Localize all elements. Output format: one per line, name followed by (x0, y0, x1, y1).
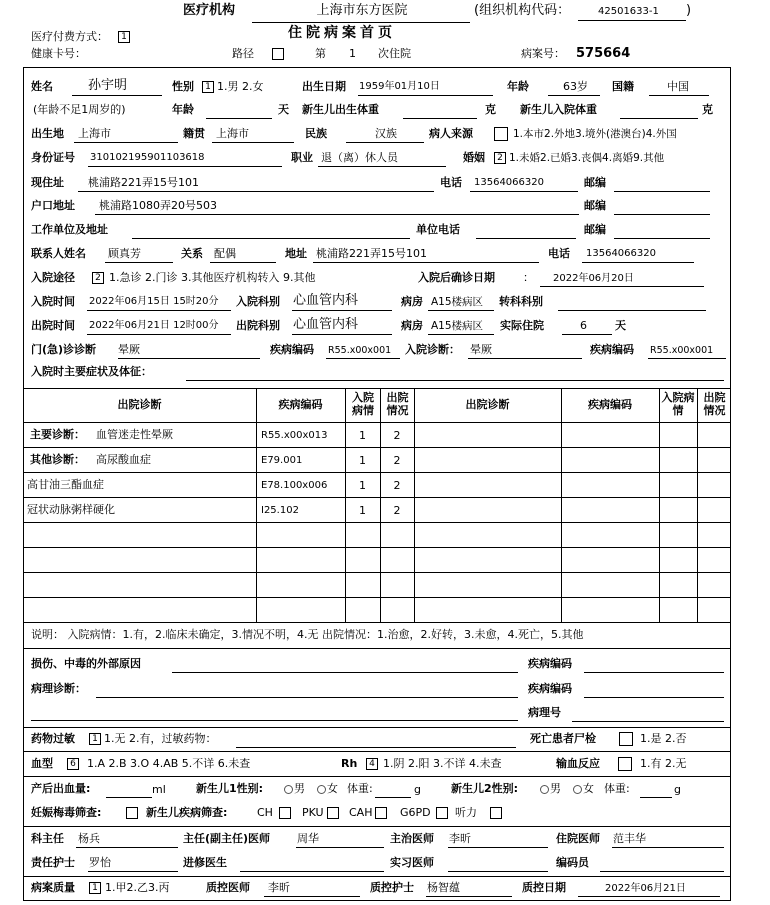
qc-date: 2022年06月21日 (605, 883, 686, 894)
origin-label: 籍贯 (183, 127, 205, 140)
col-admit-condition: 入院病情 (352, 391, 374, 417)
stay: 6 (580, 319, 587, 332)
org-label: 医疗机构 (183, 3, 236, 18)
nb2-weight-label: 体重: (604, 782, 630, 795)
source-options: 1.本市2.外地3.境外(港澳台)4.外国 (513, 128, 677, 140)
opd-code: R55.x00x001 (328, 345, 392, 356)
dob: 1959年01月10日 (359, 81, 440, 92)
opd-diagnosis: 晕厥 (118, 343, 140, 356)
ward2-label: 病房 (401, 319, 423, 332)
director: 杨兵 (78, 832, 100, 845)
times: 1 (349, 47, 356, 60)
name-label: 姓名 (31, 80, 53, 93)
attending: 李昕 (449, 832, 471, 845)
resident-label: 住院医师 (556, 832, 600, 845)
contact-addr-label: 地址 (285, 247, 307, 260)
phone: 13564066320 (474, 177, 544, 188)
out-time: 2022年06月21日 12时00分 (89, 320, 219, 331)
nb1-weight-label: 体重: (347, 782, 373, 795)
case-label: 病案号： (521, 47, 565, 60)
nb2-male-option[interactable]: 男 (540, 782, 561, 796)
row-diagnosis: 高甘油三酯血症 (27, 478, 104, 491)
hearing-checkbox[interactable] (490, 807, 502, 819)
out-time-label: 出院时间 (31, 319, 75, 332)
col-disease-code: 疾病编码 (278, 398, 323, 411)
di-label: 第 (315, 47, 326, 60)
address: 桃浦路221弄15号101 (88, 176, 199, 189)
sex-label: 性别 (172, 80, 194, 93)
ethnic-label: 民族 (305, 127, 327, 140)
relation: 配偶 (214, 247, 236, 260)
row-discharge: 2 (393, 479, 401, 492)
adm-diag-label: 入院诊断： (405, 343, 460, 356)
times-label: 次住院 (378, 47, 411, 60)
ward2: A15楼病区 (431, 320, 484, 332)
row-discharge: 2 (393, 504, 401, 517)
injury-code-label: 疾病编码 (528, 657, 572, 670)
gram-label-1: 克 (485, 103, 496, 116)
nurse-label: 责任护士 (31, 856, 75, 869)
col-admit-condition-2: 入院病情 (661, 391, 695, 417)
col-discharge-diag-2: 出院诊断 (465, 398, 510, 411)
transfusion-options: 1.有 2.无 (640, 757, 687, 770)
route-options: 1.急诊 2.门诊 3.其他医疗机构转入 9.其他 (109, 271, 316, 284)
org-code-label: (组织机构代码： (474, 3, 571, 18)
chief: 周华 (297, 832, 319, 845)
in-dept: 心血管内科 (293, 293, 359, 308)
infant-note: (年龄不足1周岁的) (33, 103, 126, 116)
nb1-gram-unit: g (414, 783, 421, 796)
nb2-gram-unit: g (674, 783, 681, 796)
stay-label: 实际住院 (500, 319, 544, 332)
pay-label: 医疗付费方式： (31, 30, 108, 43)
sex-options: 1.男 2.女 (217, 80, 264, 93)
col-discharge-status: 出院情况 (386, 391, 409, 417)
in-time: 2022年06月15日 15时20分 (89, 296, 219, 307)
quality-box[interactable]: 1 (89, 882, 101, 894)
resident: 范丰华 (613, 832, 646, 845)
autopsy-label: 死亡患者尸检 (530, 732, 596, 745)
ward-label: 病房 (401, 295, 423, 308)
out-dept-label: 出院科别 (236, 319, 280, 332)
dob-label: 出生日期 (302, 80, 346, 93)
qc-nurse: 杨智蕴 (427, 881, 460, 894)
ethnic: 汉族 (375, 127, 397, 140)
qc-doc-label: 质控医师 (206, 881, 250, 894)
explanation: 说明： 入院病情：1.有，2.临床未确定，3.情况不明，4.无 出院情况：1.治愈，2.好转，3.未愈，4.死亡，5.其他 (31, 628, 584, 641)
origin: 上海市 (216, 127, 249, 140)
row-code: E78.100x006 (261, 480, 328, 491)
allergy-label: 药物过敏 (31, 732, 75, 745)
route-box[interactable]: 2 (92, 272, 104, 284)
source-checkbox[interactable] (494, 127, 508, 141)
contact-label: 联系人姓名 (31, 247, 86, 260)
sex-box[interactable]: 1 (202, 81, 214, 93)
patient-name: 孙宇明 (88, 78, 128, 93)
addr-label: 现住址 (31, 176, 64, 189)
birthplace-label: 出生地 (31, 127, 64, 140)
radio-icon (284, 785, 293, 794)
age: 63岁 (563, 80, 588, 93)
pathology-code-label: 疾病编码 (528, 682, 572, 695)
nation-label: 国籍 (612, 80, 634, 93)
syphilis-checkbox[interactable] (126, 807, 138, 819)
row-diagnosis: 血管迷走性晕厥 (96, 428, 173, 441)
allergy-box[interactable]: 1 (89, 733, 101, 745)
id-number: 310102195901103618 (90, 152, 205, 163)
org-name: 上海市东方医院 (316, 3, 408, 18)
director-label: 科主任 (31, 832, 64, 845)
bleed-label: 产后出血量: (31, 782, 91, 795)
marital-label: 婚姻 (463, 151, 485, 164)
adm-diagnosis: 晕厥 (470, 343, 492, 356)
row-code: R55.x00x013 (261, 430, 328, 441)
in-dept-label: 入院科别 (236, 295, 280, 308)
blood-box[interactable]: 6 (67, 758, 79, 770)
blood-label: 血型 (31, 757, 53, 770)
zip-label: 邮编 (584, 176, 606, 189)
job-label: 职业 (291, 151, 313, 164)
radio-icon (540, 785, 549, 794)
row-code: E79.001 (261, 455, 303, 466)
pathology-label: 病理诊断： (31, 682, 86, 695)
contact-name: 顾真芳 (108, 247, 141, 260)
g6pd-checkbox[interactable] (436, 807, 448, 819)
row-label: 主要诊断： (30, 428, 85, 441)
ch-label: CH (257, 806, 273, 819)
opd-label: 门(急)诊诊断 (31, 343, 97, 356)
confirm-date: 2022年06月20日 (553, 273, 634, 284)
nb2-female-option[interactable]: 女 (573, 782, 594, 796)
blood-options: 1.A 2.B 3.O 4.AB 5.不详 6.未查 (87, 757, 251, 770)
path-checkbox[interactable] (272, 48, 284, 60)
row-admit: 1 (359, 429, 366, 442)
rh-options: 1.阴 2.阳 3.不详 4.未查 (383, 757, 502, 770)
work-label: 工作单位及地址 (31, 223, 108, 236)
relation-label: 关系 (181, 247, 203, 260)
ch-checkbox[interactable] (279, 807, 291, 819)
org-code-close: ) (686, 3, 692, 18)
hukou: 桃浦路1080弄20号503 (99, 199, 217, 212)
qc-nurse-label: 质控护士 (370, 881, 414, 894)
rh-label: Rh (341, 757, 358, 770)
stay-unit: 天 (615, 319, 626, 332)
marital-box[interactable]: 2 (494, 152, 506, 164)
path-label: 路径 (232, 47, 254, 60)
quality-options: 1.甲2.乙3.丙 (105, 881, 170, 894)
day-label: 天 (278, 103, 289, 116)
intern-label: 实习医师 (390, 856, 434, 869)
id-label: 身份证号 (31, 151, 75, 164)
radio-icon (573, 785, 582, 794)
confirm-label: 入院后确诊日期 (418, 271, 495, 284)
contact-phone: 13564066320 (586, 248, 656, 259)
row-discharge: 2 (393, 429, 401, 442)
pay-box[interactable]: 1 (118, 31, 130, 43)
ward: A15楼病区 (431, 296, 484, 308)
contact-phone-label: 电话 (548, 247, 570, 260)
row-discharge: 2 (393, 454, 401, 467)
rh-box[interactable]: 4 (366, 758, 378, 770)
row-diagnosis: 高尿酸血症 (96, 453, 151, 466)
out-dept: 心血管内科 (293, 317, 359, 332)
qc-doc: 李昕 (268, 881, 290, 894)
pathology-no-label: 病理号 (528, 706, 561, 719)
nurse: 罗怡 (89, 856, 111, 869)
transfer-label: 转科科别 (499, 295, 543, 308)
opd-code-label: 疾病编码 (270, 343, 314, 356)
route-label: 入院途径 (31, 271, 75, 284)
syphilis-label: 妊娠梅毒筛查: (31, 806, 102, 819)
nb-admit-label: 新生儿入院体重 (520, 103, 597, 116)
qc-date-label: 质控日期 (522, 881, 566, 894)
org-code: 42501633-1 (598, 6, 659, 17)
col-discharge-status-2: 出院情况 (703, 391, 726, 417)
card-label: 健康卡号： (31, 47, 86, 60)
nation: 中国 (667, 80, 689, 93)
in-time-label: 入院时间 (31, 295, 75, 308)
row-admit: 1 (359, 504, 366, 517)
adm-code: R55.x00x001 (650, 345, 714, 356)
hearing-label: 听力 (455, 806, 477, 819)
infant-age-label: 年龄 (172, 103, 194, 116)
zip3-label: 邮编 (584, 223, 606, 236)
confirm-colon: ： (523, 271, 534, 284)
nb-weight-label: 新生儿出生体重 (302, 103, 379, 116)
contact-address: 桃浦路221弄15号101 (316, 247, 427, 260)
row-code: I25.102 (261, 505, 299, 516)
g6pd-label: G6PD (400, 806, 431, 819)
marital-options: 1.未婚2.已婚3.丧偶4.离婚9.其他 (509, 152, 665, 164)
work-phone-label: 单位电话 (416, 223, 460, 236)
col-discharge-diag: 出院诊断 (117, 398, 162, 411)
transfusion-label: 输血反应 (556, 757, 600, 770)
nb1-sex-label: 新生儿1性别: (196, 782, 264, 795)
trainee-label: 进修医生 (183, 856, 227, 869)
nb1-female-option[interactable]: 女 (317, 782, 338, 796)
pku-label: PKU (302, 806, 324, 819)
cah-checkbox[interactable] (375, 807, 387, 819)
row-admit: 1 (359, 479, 366, 492)
nb2-sex-label: 新生儿2性别: (451, 782, 519, 795)
autopsy-checkbox[interactable] (619, 732, 633, 746)
row-admit: 1 (359, 454, 366, 467)
allergy-options: 1.无 2.有，过敏药物： (104, 732, 217, 745)
screen-label: 新生儿疾病筛查: (146, 806, 228, 819)
age-label: 年龄 (507, 80, 529, 93)
source-label: 病人来源 (429, 127, 473, 140)
chief-label: 主任(副主任)医师 (183, 832, 271, 845)
row-label: 其他诊断： (30, 453, 85, 466)
cah-label: CAH (349, 806, 373, 819)
col-disease-code-2: 疾病编码 (588, 398, 632, 411)
phone-label: 电话 (440, 176, 462, 189)
radio-icon (317, 785, 326, 794)
page-title: 住院病案首页 (288, 25, 396, 41)
quality-label: 病案质量 (31, 881, 75, 894)
adm-code-label: 疾病编码 (590, 343, 634, 356)
zip2-label: 邮编 (584, 199, 606, 212)
nb1-male-option[interactable]: 男 (284, 782, 305, 796)
ml-unit: ml (152, 783, 166, 796)
row-diagnosis: 冠状动脉粥样硬化 (27, 503, 115, 516)
hukou-label: 户口地址 (31, 199, 75, 212)
autopsy-options: 1.是 2.否 (640, 732, 687, 745)
attending-label: 主治医师 (390, 832, 434, 845)
job: 退（离）休人员 (321, 151, 398, 164)
coder-label: 编码员 (556, 856, 589, 869)
injury-label: 损伤、中毒的外部原因 (31, 657, 141, 670)
case-number: 575664 (576, 46, 631, 61)
symptom-label: 入院时主要症状及体征： (31, 365, 152, 378)
transfusion-checkbox[interactable] (618, 757, 632, 771)
pku-checkbox[interactable] (327, 807, 339, 819)
birthplace: 上海市 (78, 127, 111, 140)
gram-label-2: 克 (702, 103, 713, 116)
